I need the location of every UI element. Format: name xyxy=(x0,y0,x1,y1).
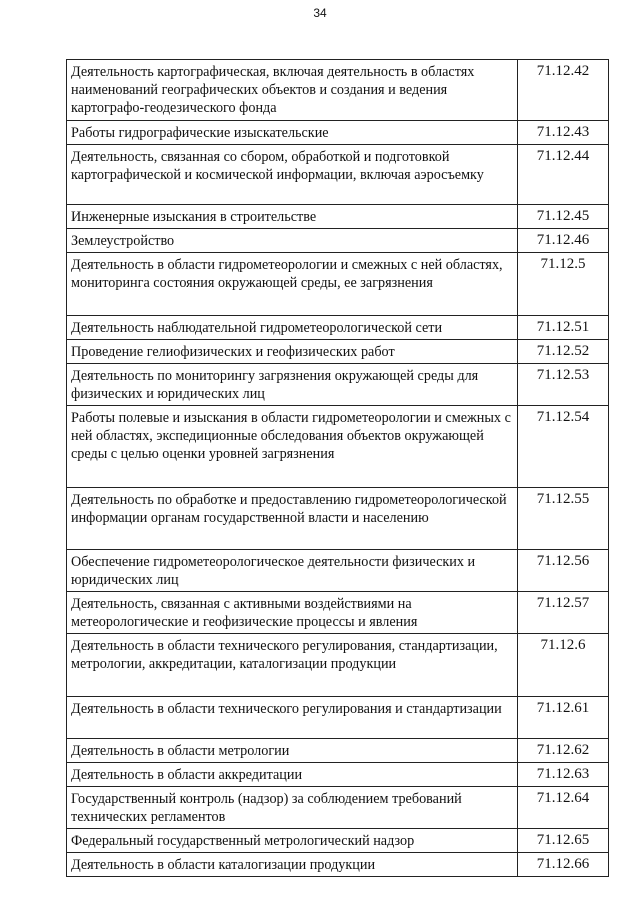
table-row xyxy=(67,739,609,763)
activity-code: 71.12.44 xyxy=(518,145,609,205)
table-row xyxy=(67,253,609,316)
table-row xyxy=(67,763,609,787)
activity-code: 71.12.66 xyxy=(518,853,609,877)
activity-code: 71.12.63 xyxy=(518,763,609,787)
activity-code: 71.12.5 xyxy=(518,253,609,316)
activity-code: 71.12.61 xyxy=(518,697,609,739)
table-row xyxy=(67,340,609,364)
table-row xyxy=(67,205,609,229)
table-row xyxy=(67,592,609,634)
activity-description: Деятельность в области технического регулирования, стандартизации, метрологии, аккредитации, каталогизации продукции xyxy=(67,634,518,697)
activity-description: Работы полевые и изыскания в области гидрометеорологии и смежных с ней областях, экспедиционные обследования объектов окружающей среды с целью оценки уровней загрязнения xyxy=(67,406,518,488)
table-row xyxy=(67,229,609,253)
table-row xyxy=(67,634,609,697)
activity-description: Деятельность в области гидрометеорологии и смежных с ней областях, мониторинга состояния окружающей среды, ее загрязнения xyxy=(67,253,518,316)
activity-code: 71.12.53 xyxy=(518,364,609,406)
page-number: 34 xyxy=(313,6,327,20)
activity-classification-table xyxy=(66,59,609,877)
activity-description: Деятельность картографическая, включая деятельность в областях наименований географических объектов и создания и ведения картографо-геодезического фонда xyxy=(67,60,518,121)
activity-code: 71.12.65 xyxy=(518,829,609,853)
activity-description: Деятельность в области аккредитации xyxy=(67,763,518,787)
activity-description: Проведение гелиофизических и геофизических работ xyxy=(67,340,518,364)
activity-code: 71.12.6 xyxy=(518,634,609,697)
activity-code: 71.12.54 xyxy=(518,406,609,488)
activity-code: 71.12.57 xyxy=(518,592,609,634)
activity-code: 71.12.42 xyxy=(518,60,609,121)
activity-description: Деятельность в области каталогизации продукции xyxy=(67,853,518,877)
activity-description: Деятельность наблюдательной гидрометеорологической сети xyxy=(67,316,518,340)
activity-code: 71.12.43 xyxy=(518,121,609,145)
table-row xyxy=(67,60,609,121)
activity-code: 71.12.45 xyxy=(518,205,609,229)
activity-description: Работы гидрографические изыскательские xyxy=(67,121,518,145)
activity-description: Деятельность по мониторингу загрязнения окружающей среды для физических и юридических лиц xyxy=(67,364,518,406)
activity-description: Инженерные изыскания в строительстве xyxy=(67,205,518,229)
table-row xyxy=(67,406,609,488)
activity-description: Государственный контроль (надзор) за соблюдением требований технических регламентов xyxy=(67,787,518,829)
table-row xyxy=(67,488,609,550)
activity-code: 71.12.55 xyxy=(518,488,609,550)
table-row xyxy=(67,829,609,853)
activity-description: Деятельность по обработке и предоставлению гидрометеорологической информации органам государственной власти и населению xyxy=(67,488,518,550)
activity-description: Деятельность в области технического регулирования и стандартизации xyxy=(67,697,518,739)
activity-code: 71.12.62 xyxy=(518,739,609,763)
activity-description: Землеустройство xyxy=(67,229,518,253)
activity-code: 71.12.52 xyxy=(518,340,609,364)
activity-code: 71.12.64 xyxy=(518,787,609,829)
activity-description: Деятельность, связанная с активными воздействиями на метеорологические и геофизические процессы и явления xyxy=(67,592,518,634)
table-row xyxy=(67,316,609,340)
table-row xyxy=(67,550,609,592)
table-row xyxy=(67,121,609,145)
activity-code: 71.12.56 xyxy=(518,550,609,592)
activity-description: Федеральный государственный метрологический надзор xyxy=(67,829,518,853)
activity-code: 71.12.51 xyxy=(518,316,609,340)
table-row xyxy=(67,364,609,406)
activity-code: 71.12.46 xyxy=(518,229,609,253)
table-row xyxy=(67,145,609,205)
activity-description: Обеспечение гидрометеорологическое деятельности физических и юридических лиц xyxy=(67,550,518,592)
activity-description: Деятельность в области метрологии xyxy=(67,739,518,763)
table-row xyxy=(67,787,609,829)
table-row xyxy=(67,697,609,739)
activity-description: Деятельность, связанная со сбором, обработкой и подготовкой картографической и космической информации, включая аэросъемку xyxy=(67,145,518,205)
table-row xyxy=(67,853,609,877)
